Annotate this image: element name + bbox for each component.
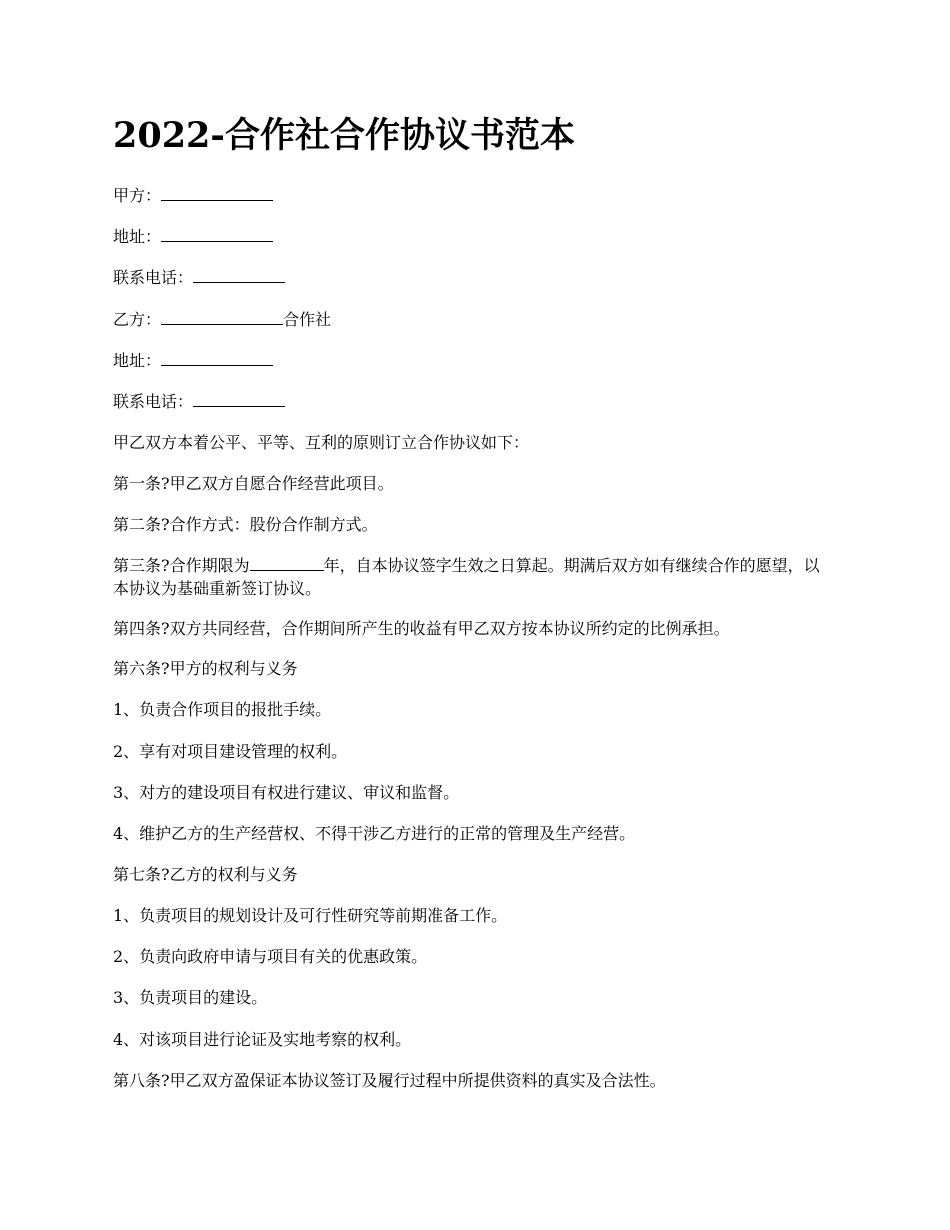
party-b-blank[interactable] — [161, 308, 283, 325]
party-b-phone-blank[interactable] — [193, 390, 285, 407]
article-6-item-3: 3、对方的建设项目有权进行建议、审议和监督。 — [113, 783, 460, 802]
article-7-item-4: 4、对该项目进行论证及实地考察的权利。 — [113, 1030, 412, 1049]
article-7-heading: 第七条?乙方的权利与义务 — [113, 865, 298, 884]
article-4: 第四条?双方共同经营，合作期间所产生的收益有甲乙双方按本协议所约定的比例承担。 — [113, 619, 730, 638]
party-a-address-line — [113, 225, 833, 248]
document-title: 2022-合作社合作协议书范本 — [113, 115, 575, 156]
party-a-blank[interactable] — [161, 184, 273, 201]
party-b-phone-label: 联系电话： — [113, 392, 194, 411]
party-a-phone-label: 联系电话： — [113, 268, 194, 287]
party-a-phone-blank[interactable] — [193, 266, 285, 283]
party-a-address-label: 地址： — [113, 227, 162, 246]
article-3 — [113, 554, 833, 600]
article-3-blank[interactable] — [250, 554, 324, 571]
article-6-item-2: 2、享有对项目建设管理的权利。 — [113, 742, 348, 761]
party-b-address-label: 地址： — [113, 351, 162, 370]
article-2: 第二条?合作方式：股份合作制方式。 — [113, 515, 378, 534]
article-7-item-3: 3、负责项目的建设。 — [113, 988, 268, 1007]
party-a-address-blank[interactable] — [161, 225, 273, 242]
party-b-address-line — [113, 349, 833, 372]
party-b-line — [113, 308, 833, 331]
article-8: 第八条?甲乙双方盈保证本协议签订及履行过程中所提供资料的真实及合法性。 — [113, 1071, 666, 1090]
party-b-suffix: 合作社 — [283, 310, 332, 329]
party-a-phone-line — [113, 266, 833, 289]
article-3-prefix: 第三条?合作期限为 — [113, 556, 250, 575]
party-a-line — [113, 184, 833, 207]
article-3-suffix: 年，自本协议签字生效之日算起。期满后双方如有继续合作的愿望，以本协议为基础重新签订协议。 — [113, 556, 820, 598]
article-6-heading: 第六条?甲方的权利与义务 — [113, 659, 298, 678]
article-6-item-1: 1、负责合作项目的报批手续。 — [113, 700, 332, 719]
article-7-item-2: 2、负责向政府申请与项目有关的优惠政策。 — [113, 947, 428, 966]
article-7-item-1: 1、负责项目的规划设计及可行性研究等前期准备工作。 — [113, 906, 508, 925]
article-6-item-4: 4、维护乙方的生产经营权、不得干涉乙方进行的正常的管理及生产经营。 — [113, 824, 636, 843]
intro-paragraph: 甲乙双方本着公平、平等、互利的原则订立合作协议如下： — [113, 433, 530, 452]
party-b-address-blank[interactable] — [161, 349, 273, 366]
party-a-label: 甲方： — [113, 186, 162, 205]
party-b-phone-line — [113, 390, 833, 413]
article-1: 第一条?甲乙双方自愿合作经营此项目。 — [113, 474, 394, 493]
party-b-label: 乙方： — [113, 310, 162, 329]
